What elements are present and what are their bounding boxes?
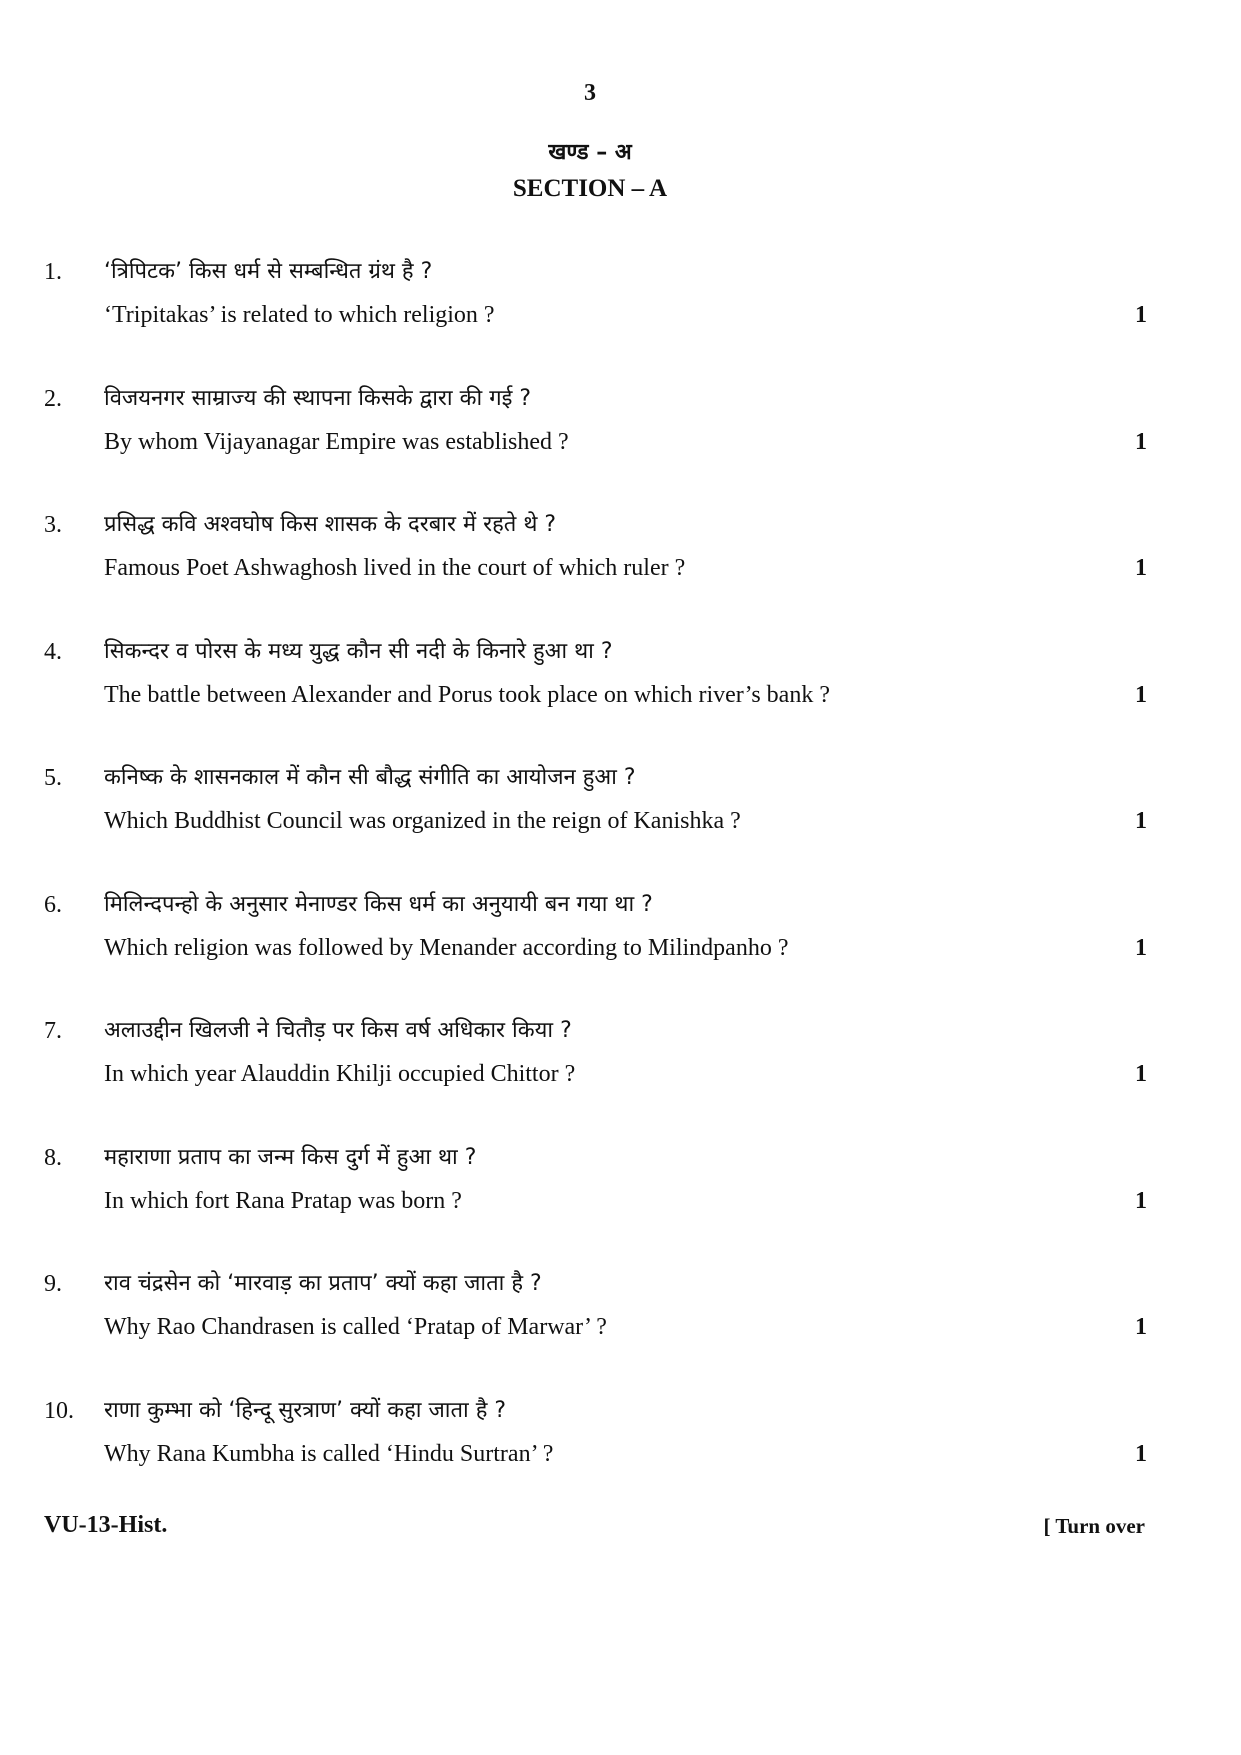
- paper-code: VU-13-Hist.: [44, 1512, 168, 1538]
- question-number: 3.: [44, 512, 62, 538]
- question-text-english: In which fort Rana Pratap was born ?: [104, 1187, 462, 1214]
- question-text-english: By whom Vijayanagar Empire was established ?: [104, 428, 569, 455]
- question-number: 1.: [44, 259, 62, 285]
- question-text-hindi: प्रसिद्ध कवि अश्वघोष किस शासक के दरबार में रहते थे ?: [104, 512, 557, 537]
- question-item-3: [0, 508, 1241, 635]
- question-text-english: The battle between Alexander and Porus took place on which river’s bank ?: [104, 681, 830, 708]
- question-number: 4.: [44, 638, 62, 665]
- question-number: 7.: [44, 1018, 62, 1044]
- section-title-hindi: खण्ड – अ: [548, 140, 632, 165]
- question-marks: 1: [1135, 428, 1147, 455]
- turn-over-note: [ Turn over: [1043, 1514, 1145, 1538]
- question-number: 6.: [44, 891, 62, 918]
- question-marks: 1: [1135, 934, 1147, 961]
- question-item-9: [0, 1267, 1241, 1394]
- question-text-english: Famous Poet Ashwaghosh lived in the court of which ruler ?: [104, 555, 686, 581]
- question-text-hindi: मिलिन्दपन्हो के अनुसार मेनाण्डर किस धर्म का अनुयायी बन गया था ?: [104, 891, 653, 917]
- question-text-english: In which year Alauddin Khilji occupied Chittor ?: [104, 1061, 576, 1087]
- question-number: 5.: [44, 765, 62, 791]
- question-marks: 1: [1135, 1061, 1147, 1087]
- question-number: 2.: [44, 385, 62, 412]
- question-text-english: Which Buddhist Council was organized in the reign of Kanishka ?: [104, 808, 741, 834]
- question-marks: 1: [1135, 1187, 1147, 1214]
- question-marks: 1: [1135, 808, 1147, 834]
- question-text-hindi: महाराणा प्रताप का जन्म किस दुर्ग में हुआ था ?: [104, 1144, 477, 1170]
- question-text-hindi: राणा कुम्भा को ‘हिन्दू सुरत्राण’ क्यों कहा जाता है ?: [104, 1397, 507, 1423]
- section-title-english: SECTION – A: [512, 175, 668, 202]
- question-marks: 1: [1135, 1440, 1147, 1467]
- question-item-6: [0, 888, 1241, 1015]
- question-text-english: Why Rao Chandrasen is called ‘Pratap of Marwar’ ?: [104, 1314, 607, 1340]
- question-text-english: ‘Tripitakas’ is related to which religion ?: [104, 302, 495, 328]
- question-item-7: [0, 1014, 1241, 1141]
- question-marks: 1: [1135, 555, 1147, 581]
- question-text-hindi: राव चंद्रसेन को ‘मारवाड़ का प्रताप’ क्यों कहा जाता है ?: [104, 1271, 542, 1296]
- question-marks: 1: [1135, 302, 1147, 328]
- question-text-english: Which religion was followed by Menander according to Milindpanho ?: [104, 934, 789, 961]
- question-text-hindi: ‘त्रिपिटक’ किस धर्म से सम्बन्धित ग्रंथ है ?: [104, 259, 433, 284]
- question-item-5: [0, 761, 1241, 888]
- question-number: 9.: [44, 1271, 62, 1297]
- question-item-2: [0, 382, 1241, 509]
- page-number: 3: [584, 80, 596, 106]
- question-marks: 1: [1135, 681, 1147, 708]
- question-item-8: [0, 1141, 1241, 1268]
- question-item-10: [0, 1394, 1241, 1521]
- question-item-1: [0, 255, 1241, 382]
- question-text-english: Why Rana Kumbha is called ‘Hindu Surtran’ ?: [104, 1440, 554, 1467]
- question-marks: 1: [1135, 1314, 1147, 1340]
- question-number: 10.: [44, 1397, 74, 1424]
- question-number: 8.: [44, 1144, 62, 1171]
- question-text-hindi: सिकन्दर व पोरस के मध्य युद्ध कौन सी नदी के किनारे हुआ था ?: [104, 638, 613, 664]
- question-text-hindi: अलाउद्दीन खिलजी ने चितौड़ पर किस वर्ष अधिकार किया ?: [104, 1018, 572, 1043]
- question-list: [0, 255, 1241, 1520]
- question-text-hindi: विजयनगर साम्राज्य की स्थापना किसके द्वारा की गई ?: [104, 385, 532, 411]
- question-text-hindi: कनिष्क के शासनकाल में कौन सी बौद्ध संगीति का आयोजन हुआ ?: [104, 765, 636, 790]
- question-item-4: [0, 635, 1241, 762]
